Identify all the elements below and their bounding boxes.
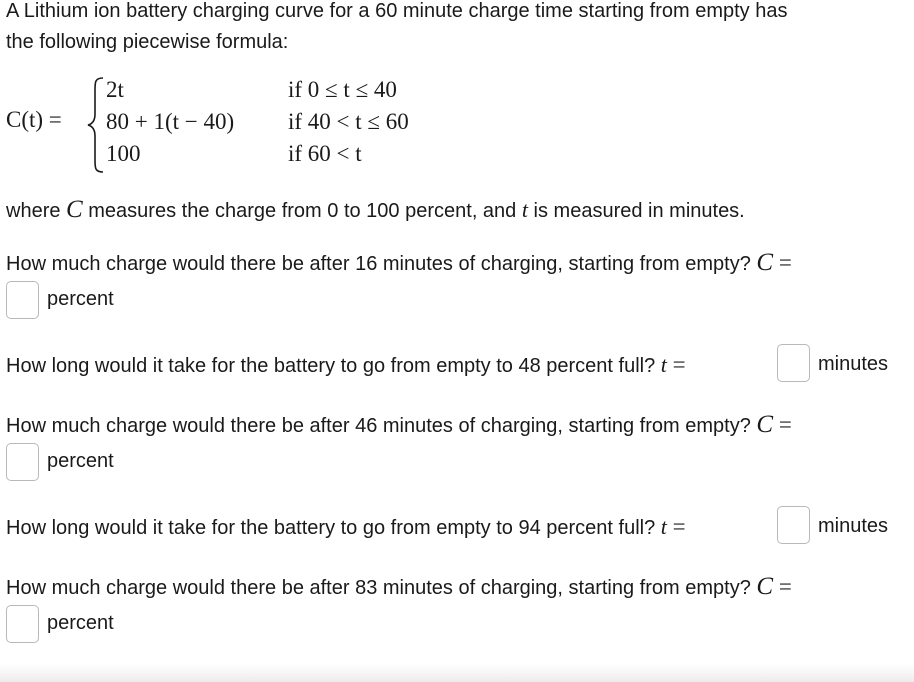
question-4-equals: = xyxy=(666,514,686,539)
question-3-text: How much charge would there be after 46 minutes of charging, starting from empty? xyxy=(6,415,751,437)
question-1-answer-input[interactable] xyxy=(6,281,39,319)
question-5-variable: C xyxy=(756,573,774,600)
question-5-text: How much charge would there be after 83 minutes of charging, starting from empty? xyxy=(6,577,751,599)
where-text-3: is measured in minutes. xyxy=(527,200,745,222)
formula-row-2-expression: 80 + 1(t − 40) xyxy=(106,109,235,134)
formula-row-1-expression: 2t xyxy=(106,77,124,102)
formula-row-2-condition: if 40 < t ≤ 60 xyxy=(288,109,409,134)
question-1-unit: percent xyxy=(47,288,114,310)
formula-row-3-expression: 100 xyxy=(106,141,141,166)
question-3-equals: = xyxy=(773,412,792,437)
question-5 xyxy=(6,571,792,604)
formula-lhs: C(t) = xyxy=(6,107,62,132)
where-var-t: t xyxy=(521,197,528,222)
question-5-equals: = xyxy=(773,574,792,599)
piecewise-formula xyxy=(6,76,466,172)
where-text-2: measures the charge from 0 to 100 percent, and xyxy=(82,200,522,222)
question-1-equals: = xyxy=(773,250,792,275)
left-brace-icon xyxy=(86,76,106,174)
problem-intro xyxy=(6,0,906,58)
question-5-unit: percent xyxy=(47,612,114,634)
question-2-answer-input[interactable] xyxy=(777,344,810,382)
question-2-variable: t xyxy=(660,352,667,377)
variable-description xyxy=(6,194,745,227)
where-text-1: where xyxy=(6,200,67,222)
question-4-unit: minutes xyxy=(818,515,889,537)
question-3 xyxy=(6,409,792,442)
question-3-unit: percent xyxy=(47,450,114,472)
question-4 xyxy=(6,511,686,544)
question-2-text: How long would it take for the battery to go from empty to 48 percent full? xyxy=(6,355,656,377)
intro-line-2: the following piecewise formula: xyxy=(6,31,289,53)
question-1-text: How much charge would there be after 16 minutes of charging, starting from empty? xyxy=(6,253,751,275)
intro-line-1: A Lithium ion battery charging curve for a 60 minute charge time starting from empty has xyxy=(6,0,788,22)
question-5-answer-input[interactable] xyxy=(6,605,39,643)
question-1-variable: C xyxy=(756,249,774,276)
question-3-answer-input[interactable] xyxy=(6,443,39,481)
question-3-variable: C xyxy=(756,411,774,438)
where-var-c: C xyxy=(66,196,83,223)
formula-row-3-condition: if 60 < t xyxy=(288,141,362,166)
question-2-unit: minutes xyxy=(818,353,889,375)
formula-row-1-condition: if 0 ≤ t ≤ 40 xyxy=(288,77,397,102)
bottom-edge-shadow xyxy=(0,664,914,682)
question-2 xyxy=(6,349,686,382)
question-4-answer-input[interactable] xyxy=(777,506,810,544)
question-2-equals: = xyxy=(666,352,686,377)
question-4-variable: t xyxy=(660,514,667,539)
question-4-text: How long would it take for the battery to go from empty to 94 percent full? xyxy=(6,517,656,539)
question-1 xyxy=(6,247,792,280)
